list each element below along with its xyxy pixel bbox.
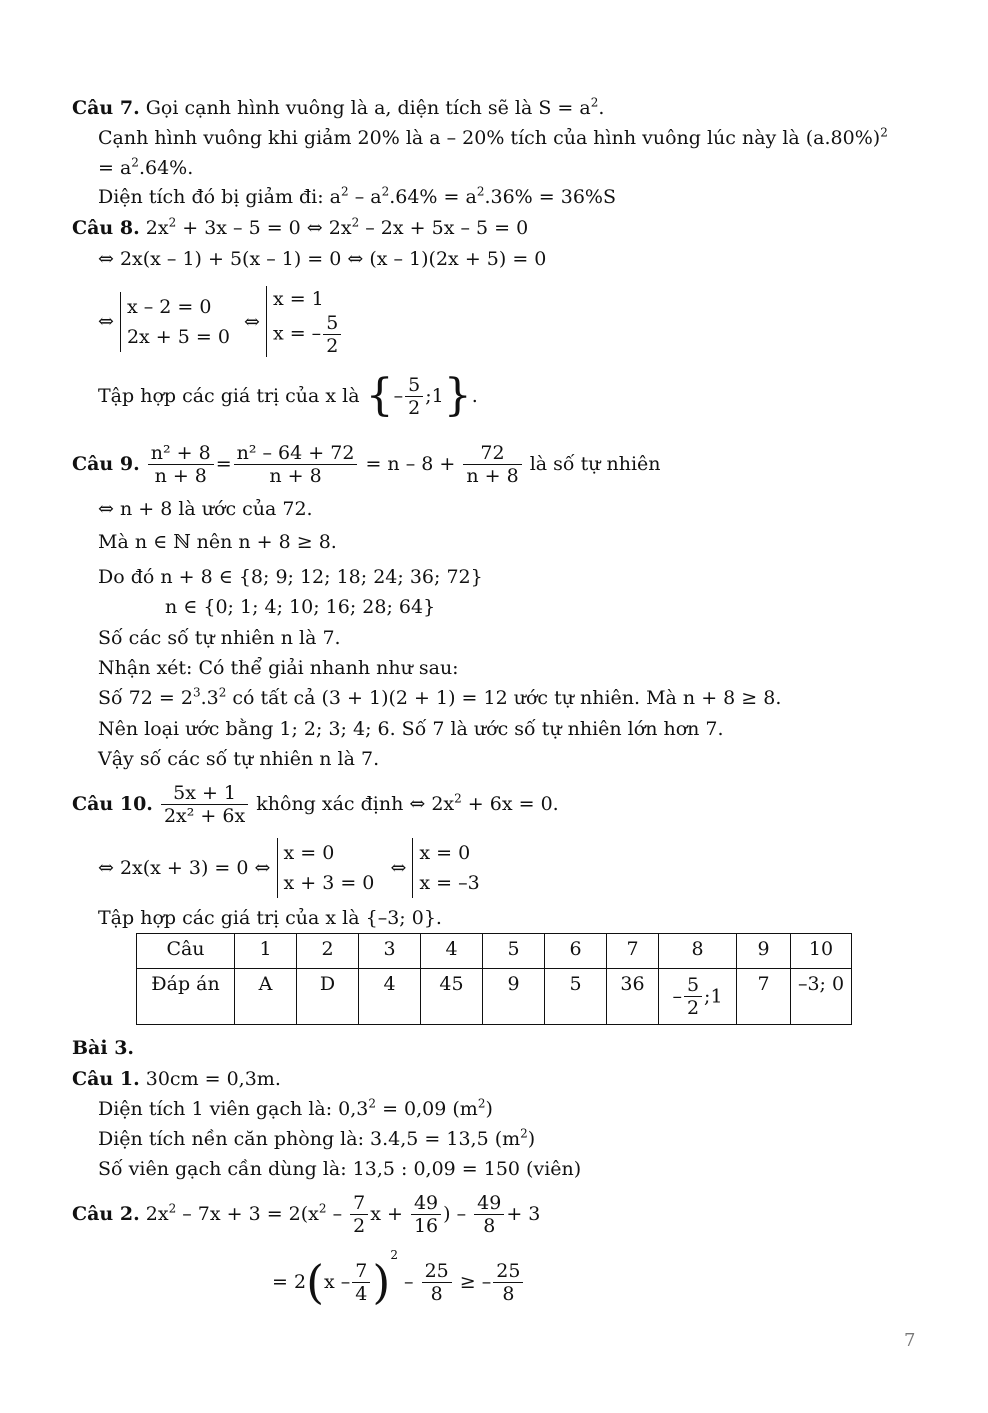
system-text: x = – xyxy=(272,322,322,345)
fraction-denominator: 8 xyxy=(483,1214,496,1237)
fraction-numerator: 49 xyxy=(411,1192,441,1215)
bai3-text: ) – xyxy=(443,1203,467,1225)
c9-text: Số 72 = 2 xyxy=(98,687,193,709)
table-cell: 9 xyxy=(737,934,791,969)
table-cell: 10 xyxy=(791,934,852,969)
fraction-numerator: 49 xyxy=(474,1192,504,1215)
fraction xyxy=(422,1260,452,1305)
table-cell: Câu xyxy=(137,934,235,969)
bai3-text: x – xyxy=(324,1271,351,1293)
bai3-c1-line-4: Số viên gạch cần dùng là: 13,5 : 0,09 = 150 (viên) xyxy=(98,1158,582,1180)
c9-line-5: n ∈ {0; 1; 4; 10; 16; 28; 64} xyxy=(165,596,436,618)
c9-line-6: Số các số tự nhiên n là 7. xyxy=(98,627,341,649)
c7-line-4 xyxy=(98,185,616,209)
c7-sup: 2 xyxy=(381,184,390,199)
bai3-text xyxy=(146,1203,342,1225)
table-cell: 8 xyxy=(659,934,737,969)
fraction-numerator: 7 xyxy=(350,1192,368,1215)
c9-text: = n – 8 + xyxy=(365,453,456,475)
equivalence-arrow: ⇔ xyxy=(98,310,114,333)
fraction xyxy=(463,442,521,487)
c8-text: + 3x – 5 = 0 ⇔ 2x xyxy=(176,217,352,239)
c7-text: = a xyxy=(98,157,132,179)
c8-text: – 2x + 5x – 5 = 0 xyxy=(359,217,529,239)
table-cell: 1 xyxy=(235,934,297,969)
answer-table xyxy=(136,933,852,1025)
paren-open: ( xyxy=(306,1255,325,1309)
fraction-numerator: n² – 64 + 72 xyxy=(234,442,358,465)
fraction-numerator: 25 xyxy=(422,1260,452,1283)
equals-sign: = xyxy=(215,453,232,475)
c9-line-9: Nên loại ước bằng 1; 2; 3; 4; 6. Số 7 là ước số tự nhiên lớn hơn 7. xyxy=(98,718,724,740)
system-line: x = 1 xyxy=(272,288,324,310)
table-cell: D xyxy=(297,969,359,1025)
bai3-text: ) xyxy=(527,1128,536,1150)
c10-text-part: không xác định ⇔ 2x xyxy=(256,793,455,815)
c7-text: .64%. xyxy=(138,157,194,179)
bai3-title: Bài 3. xyxy=(72,1037,135,1059)
fraction-denominator: 8 xyxy=(502,1282,515,1305)
c9-line-2: ⇔ n + 8 là ước của 72. xyxy=(98,498,313,520)
system-line: x = –3 xyxy=(419,872,480,894)
fraction-numerator: 5 xyxy=(405,374,423,397)
c9-label: Câu 9. xyxy=(72,453,140,475)
c8-line-4 xyxy=(98,370,478,421)
c7-sup: 2 xyxy=(880,125,888,140)
fraction-numerator: 7 xyxy=(352,1260,370,1283)
c9-text: là số tự nhiên xyxy=(529,453,661,475)
c9-line-3: Mà n ∈ ℕ nên n + 8 ≥ 8. xyxy=(98,531,337,553)
table-cell: 36 xyxy=(607,969,659,1025)
fraction xyxy=(405,374,423,419)
table-cell: 7 xyxy=(737,969,791,1025)
bai3-sup: 2 xyxy=(168,1201,177,1216)
answer-rest: ;1 xyxy=(704,985,723,1008)
bai3-c2-line-2 xyxy=(272,1250,525,1313)
table-cell: 7 xyxy=(607,934,659,969)
bai3-text: 30cm = 0,3m. xyxy=(145,1068,281,1090)
fraction xyxy=(350,1192,368,1237)
system-line: x – 2 = 0 xyxy=(126,295,212,318)
bai3-text-part: – xyxy=(326,1203,343,1225)
c9-line-10: Vậy số các số tự nhiên n là 7. xyxy=(98,748,380,770)
page-number: 7 xyxy=(904,1330,916,1351)
c9-line-4: Do đó n + 8 ∈ {8; 9; 12; 18; 24; 36; 72} xyxy=(98,566,483,588)
fraction xyxy=(234,442,358,487)
table-cell: 5 xyxy=(483,934,545,969)
system-line: 2x + 5 = 0 xyxy=(126,325,230,348)
c10-line-3: Tập hợp các giá trị của x là {–3; 0}. xyxy=(98,907,442,929)
c9-sup: 3 xyxy=(192,685,201,700)
bai3-sup: 2 xyxy=(318,1201,327,1216)
table-cell-fraction xyxy=(659,969,737,1025)
c8-line-1 xyxy=(72,216,528,240)
fraction xyxy=(411,1192,441,1237)
c10-system-1 xyxy=(277,838,375,898)
fraction-numerator: 5x + 1 xyxy=(161,782,248,805)
c7-line-2 xyxy=(98,126,888,150)
fraction-numerator: 25 xyxy=(493,1260,523,1283)
bai3-text: + 3 xyxy=(506,1203,541,1225)
fraction xyxy=(352,1260,370,1305)
c7-sup: 2 xyxy=(590,95,599,110)
table-cell: 2 xyxy=(297,934,359,969)
fraction xyxy=(323,312,341,357)
bai3-text: Diện tích nền căn phòng là: 3.4,5 = 13,5 (m xyxy=(98,1128,521,1150)
c7-text: . xyxy=(598,97,605,119)
c7-line-1 xyxy=(72,96,604,120)
fraction-denominator: 2 xyxy=(686,997,700,1019)
fraction-denominator: 16 xyxy=(413,1214,439,1237)
bai3-text-part: 2x xyxy=(145,1203,169,1225)
bai3-text: = 2 xyxy=(272,1271,307,1293)
c10-system-line xyxy=(98,838,480,898)
fraction xyxy=(148,442,214,487)
c10-system-2 xyxy=(412,838,479,898)
c10-sup: 2 xyxy=(454,791,462,806)
bai3-sup: 2 xyxy=(520,1126,528,1141)
fraction-denominator: 2 xyxy=(353,1214,366,1237)
fraction xyxy=(474,1192,504,1237)
period: . xyxy=(471,385,478,407)
c7-text: – a xyxy=(348,186,382,208)
system-line: x + 3 = 0 xyxy=(283,872,375,894)
fraction-numerator: 5 xyxy=(323,312,341,335)
c9-line-1 xyxy=(72,438,661,489)
c10-label: Câu 10. xyxy=(72,793,153,815)
c7-text: .64% = a xyxy=(389,186,477,208)
bai3-text: ) xyxy=(485,1098,493,1120)
table-cell: Đáp án xyxy=(137,969,235,1025)
table-header-row xyxy=(137,934,852,969)
set-rest: ;1 xyxy=(425,385,444,407)
c9-line-7: Nhận xét: Có thể giải nhanh như sau: xyxy=(98,657,459,679)
c7-line-3 xyxy=(98,156,193,180)
c10-line-1 xyxy=(72,778,559,829)
c7-label: Câu 7. xyxy=(72,97,140,119)
c8-text: Tập hợp các giá trị của x là xyxy=(98,385,360,407)
c8-system-1 xyxy=(120,292,230,352)
system-line: x = 0 xyxy=(419,842,471,864)
fraction-numerator: 5 xyxy=(684,974,702,997)
bai3-text: = 0,09 (m xyxy=(376,1098,478,1120)
c9-line-8 xyxy=(98,686,781,710)
bai3-c1-label: Câu 1. xyxy=(72,1068,140,1090)
bai3-text-part: – 7x + 3 = 2(x xyxy=(176,1203,319,1225)
c8-line-2: ⇔ 2x(x – 1) + 5(x – 1) = 0 ⇔ (x – 1)(2x + 5) = 0 xyxy=(98,248,547,270)
bai3-sup: 2 xyxy=(477,1096,486,1111)
table-cell: 9 xyxy=(483,969,545,1025)
c8-sup: 2 xyxy=(351,215,360,230)
bai3-sup: 2 xyxy=(368,1096,377,1111)
fraction-denominator: 2x² + 6x xyxy=(163,804,246,827)
c8-label: Câu 8. xyxy=(72,217,140,239)
fraction-denominator: n + 8 xyxy=(154,464,207,487)
c7-sup: 2 xyxy=(476,184,485,199)
paren-close: ) xyxy=(372,1255,391,1309)
c7-sup: 2 xyxy=(341,184,349,199)
table-cell: 4 xyxy=(421,934,483,969)
table-cell: 3 xyxy=(359,934,421,969)
table-cell: –3; 0 xyxy=(791,969,852,1025)
c8-system-line xyxy=(98,286,343,357)
c9-sup: 2 xyxy=(218,685,227,700)
brace-close: } xyxy=(443,370,472,421)
equivalence-arrow: ⇔ xyxy=(244,310,260,333)
c8-system-2 xyxy=(266,286,343,357)
c10-text: ⇔ 2x(x + 3) = 0 ⇔ xyxy=(98,857,271,879)
bai3-c1-line-1 xyxy=(72,1067,281,1091)
system-line xyxy=(273,312,343,357)
table-cell: 45 xyxy=(421,969,483,1025)
c10-text-part: + 6x = 0. xyxy=(461,793,559,815)
system-line: x = 0 xyxy=(283,842,335,864)
fraction-denominator: 8 xyxy=(430,1282,443,1305)
fraction-numerator: n² + 8 xyxy=(148,442,214,465)
table-cell: 6 xyxy=(545,934,607,969)
table-cell: A xyxy=(235,969,297,1025)
fraction-denominator: n + 8 xyxy=(466,464,519,487)
c7-text: .36% = 36%S xyxy=(484,186,616,208)
fraction-denominator: 4 xyxy=(355,1282,368,1305)
c9-text: .3 xyxy=(200,687,219,709)
brace-open: { xyxy=(365,370,394,421)
fraction xyxy=(161,782,248,827)
bai3-sup: 2 xyxy=(390,1248,398,1262)
bai3-c1-line-3 xyxy=(98,1127,535,1151)
fraction-denominator: 2 xyxy=(408,396,421,419)
c7-text: Diện tích đó bị giảm đi: a xyxy=(98,186,342,208)
c10-text xyxy=(256,793,558,815)
fraction-numerator: 72 xyxy=(463,442,521,465)
minus-sign: – xyxy=(672,985,682,1008)
c8-sup: 2 xyxy=(168,215,177,230)
c9-text: có tất cả (3 + 1)(2 + 1) = 12 ước tự nhiên. Mà n + 8 ≥ 8. xyxy=(226,687,782,709)
minus-sign: – xyxy=(404,1271,414,1293)
c7-text: Gọi cạnh hình vuông là a, diện tích sẽ là S = a xyxy=(145,97,591,119)
bai3-c2-label: Câu 2. xyxy=(72,1203,140,1225)
table-answer-row xyxy=(137,969,852,1025)
bai3-c1-line-2 xyxy=(98,1097,493,1121)
bai3-text: Diện tích 1 viên gạch là: 0,3 xyxy=(98,1098,369,1120)
table-cell: 5 xyxy=(545,969,607,1025)
bai3-text: ≥ – xyxy=(459,1271,492,1293)
fraction-denominator: n + 8 xyxy=(269,464,322,487)
fraction-denominator: 2 xyxy=(326,335,339,357)
minus-sign: – xyxy=(393,385,404,407)
table-cell: 4 xyxy=(359,969,421,1025)
bai3-c2-line-1 xyxy=(72,1188,540,1239)
fraction xyxy=(493,1260,523,1305)
c7-sup: 2 xyxy=(131,155,139,170)
equivalence-arrow: ⇔ xyxy=(390,857,407,879)
c7-text: Cạnh hình vuông khi giảm 20% là a – 20% tích của hình vuông lúc này là (a.80%) xyxy=(98,127,881,149)
c8-text: 2x xyxy=(145,217,169,239)
bai3-text: x + xyxy=(370,1203,403,1225)
fraction xyxy=(684,974,702,1019)
